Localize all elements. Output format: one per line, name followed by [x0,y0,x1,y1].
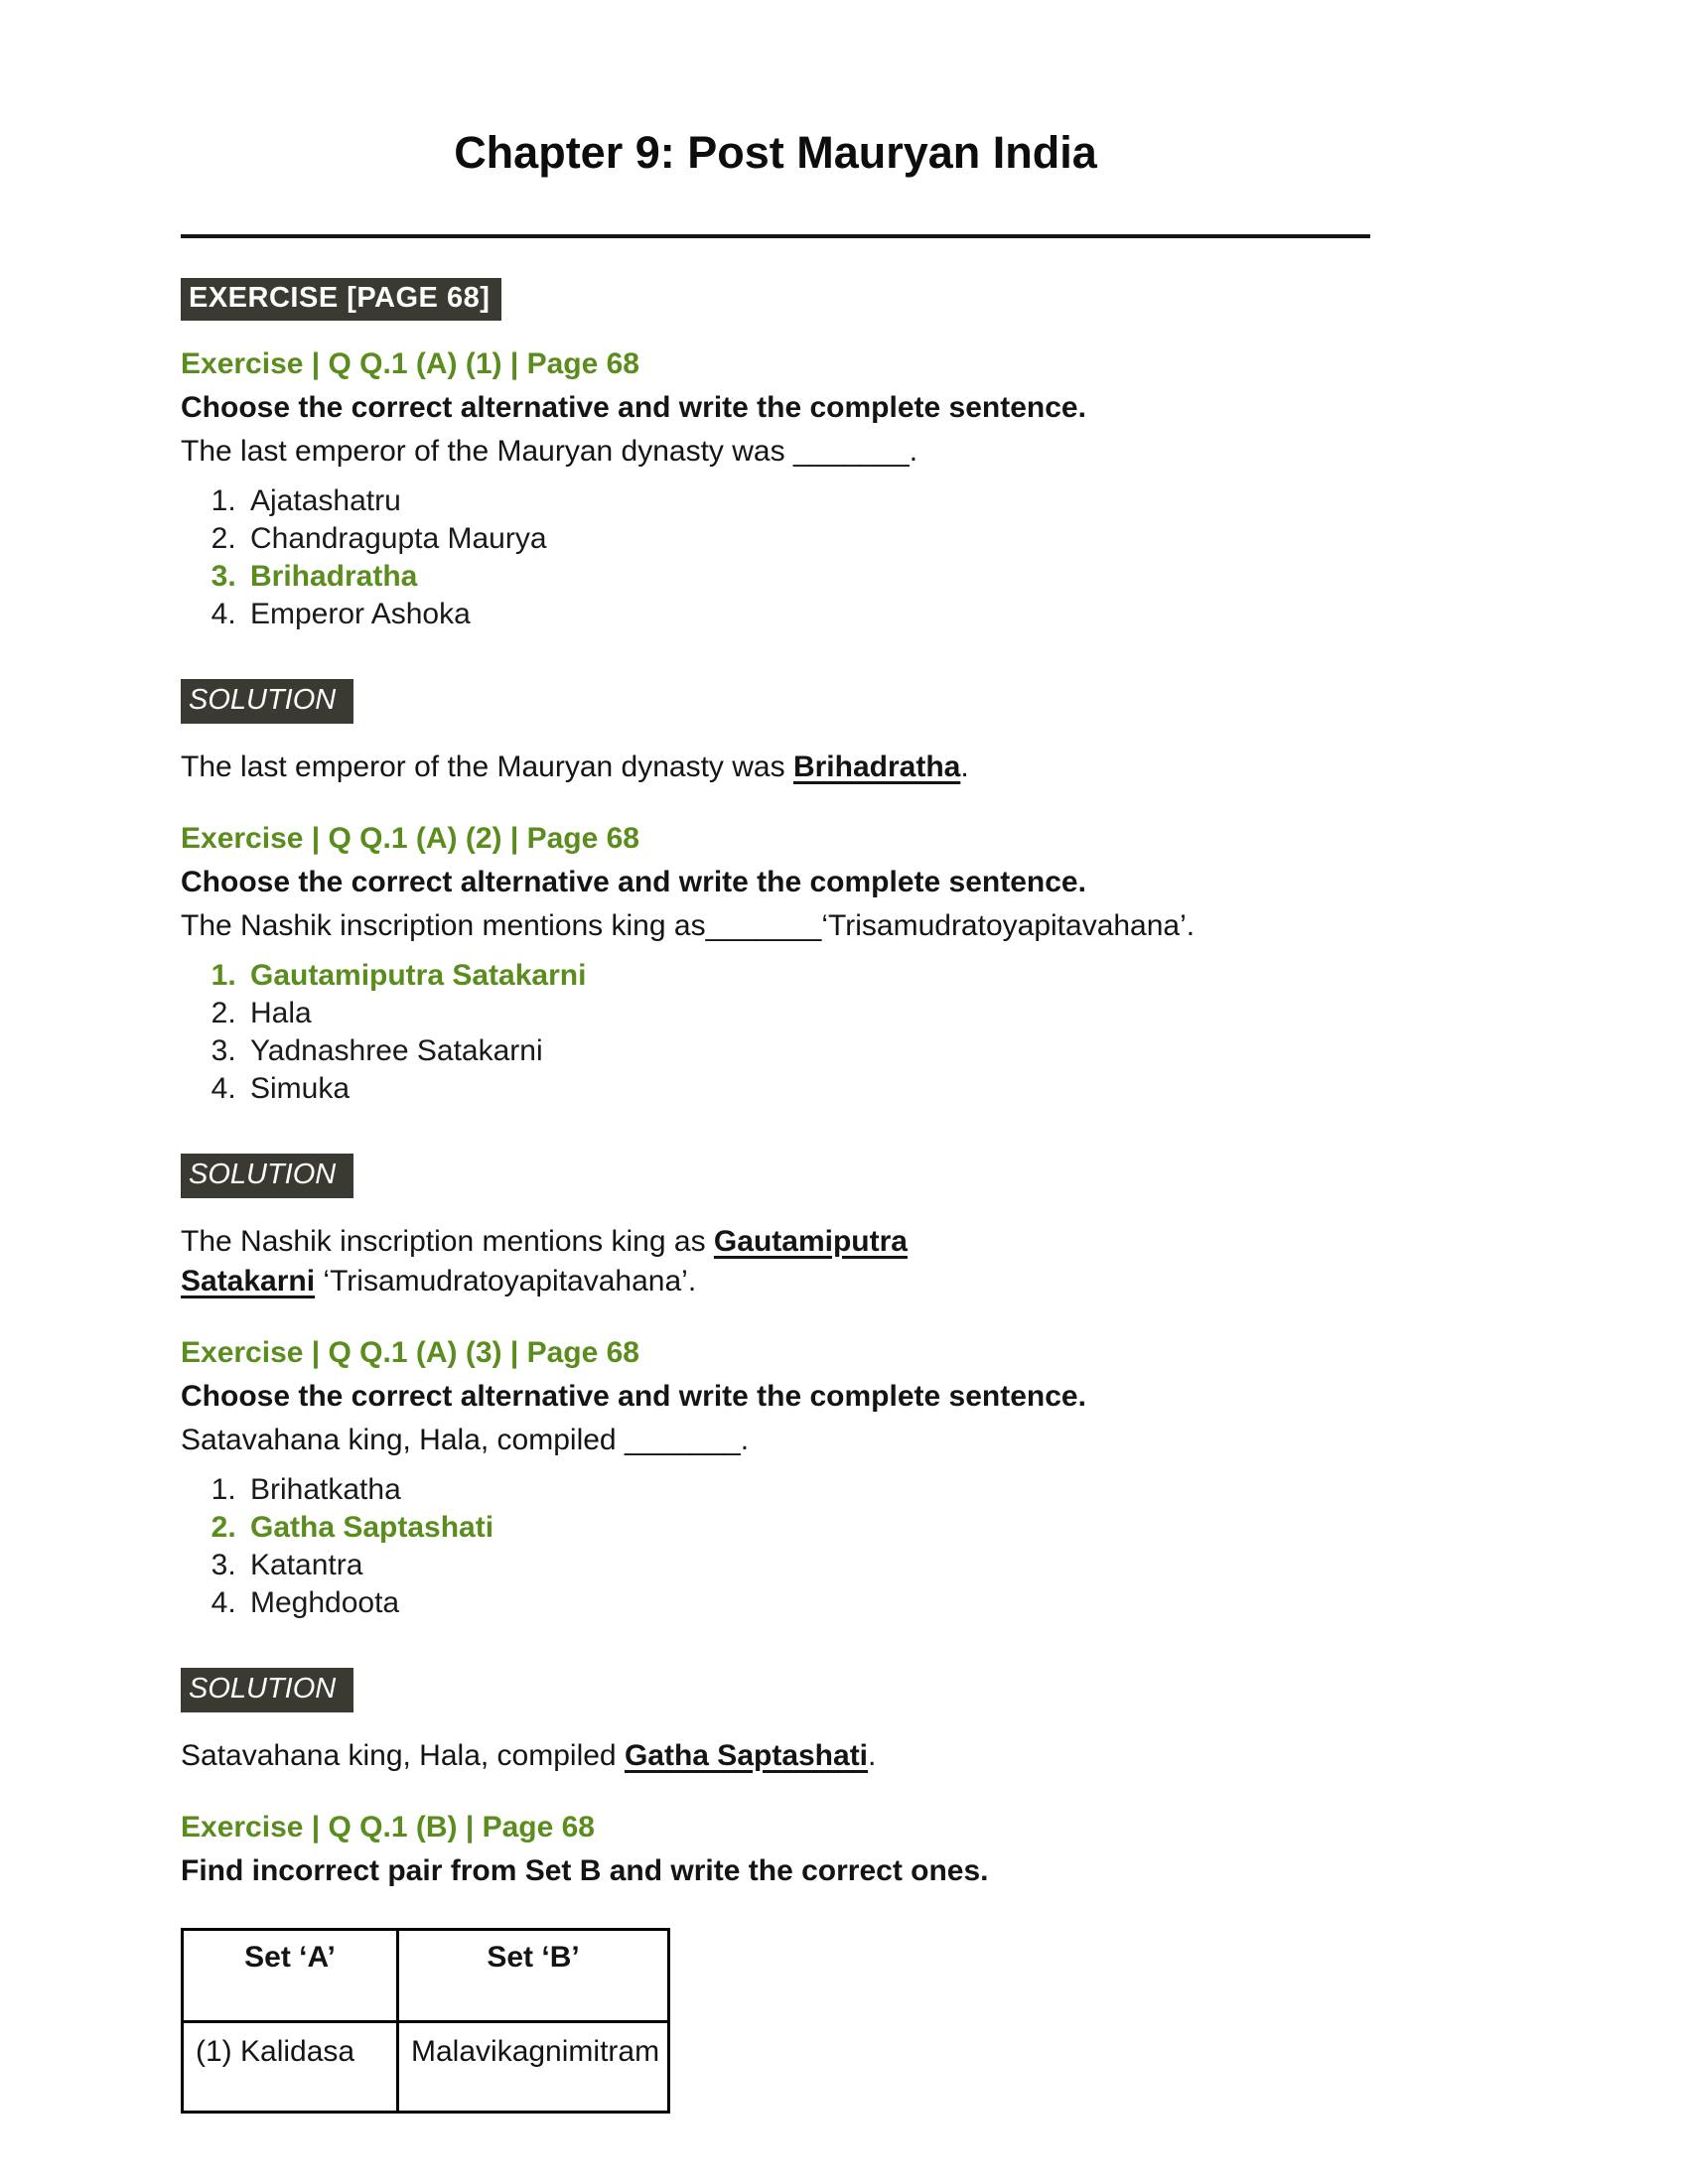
table-header-set-b: Set ‘B’ [398,1930,669,2022]
exercise-4-instruction: Find incorrect pair from Set B and write the correct ones. [181,1854,989,1887]
solution-prefix: Satavahana king, Hala, compiled [181,1739,625,1772]
option: 4. Emperor Ashoka [244,596,1370,633]
option: 3. Katantra [244,1547,1370,1584]
solution-answer: Gautamiputra Satakarni [181,1225,908,1297]
exercise-1-instruction: Choose the correct alternative and write the complete sentence. [181,391,1086,424]
option-correct-answer: 1. Gautamiputra Satakarni [244,957,1370,995]
set-pairs-table [181,1928,670,2114]
option: 3. Yadnashree Satakarni [244,1032,1370,1070]
option: 4. Meghdoota [244,1584,1370,1622]
exercise-1-heading: Exercise | Q Q.1 (A) (1) | Page 68 [181,347,639,380]
exercise-1-block [181,346,1370,787]
table-cell-set-a: (1) Kalidasa [183,2022,398,2113]
exercise-2-heading: Exercise | Q Q.1 (A) (2) | Page 68 [181,822,639,855]
option: 4. Simuka [244,1070,1370,1108]
table-row [183,2022,669,2113]
exercise-1-options [181,482,1370,633]
exercise-page-banner-label: EXERCISE [PAGE 68] [189,282,491,314]
solution-banner [181,1668,353,1712]
option: 1. Ajatashatru [244,482,1370,520]
solution-banner-label: SOLUTION [189,684,337,716]
exercise-2-block [181,821,1370,1301]
exercise-page-banner [181,278,501,321]
solution-answer: Gatha Saptashati [624,1739,869,1772]
solution-banner [181,679,353,724]
solution-banner-label: SOLUTION [189,1159,337,1190]
solution-suffix: . [960,751,969,783]
exercise-1-question: The last emperor of the Mauryan dynasty was _______. [181,435,918,468]
option: 2. Chandragupta Maurya [244,520,1370,558]
exercise-3-solution [181,1736,1020,1776]
solution-prefix: The Nashik inscription mentions king as [181,1225,714,1258]
solution-prefix: The last emperor of the Mauryan dynasty was [181,751,793,783]
table-header-row [183,1930,669,2022]
document-page [181,127,1370,2114]
exercise-2-options [181,957,1370,1108]
option-correct-answer: 2. Gatha Saptashati [244,1509,1370,1547]
solution-suffix: ‘Trisamudratoyapitavahana’. [315,1265,697,1297]
title-rule [181,234,1370,238]
exercise-4-block [181,1810,1370,2114]
exercise-2-solution [181,1222,1020,1301]
exercise-3-instruction: Choose the correct alternative and write the complete sentence. [181,1380,1086,1413]
exercise-4-heading: Exercise | Q Q.1 (B) | Page 68 [181,1811,595,1843]
exercise-3-block [181,1335,1370,1776]
table-header-set-a: Set ‘A’ [183,1930,398,2022]
exercise-2-question: The Nashik inscription mentions king as_______‘Trisamudratoyapitavahana’. [181,909,1196,942]
page-title: Chapter 9: Post Mauryan India [454,127,1097,178]
option: 1. Brihatkatha [244,1471,1370,1509]
exercise-2-instruction: Choose the correct alternative and write the complete sentence. [181,866,1086,898]
exercise-1-solution [181,748,1020,787]
table-cell-set-b: Malavikagnimitram [398,2022,669,2113]
option: 2. Hala [244,995,1370,1032]
solution-banner [181,1154,353,1198]
exercise-3-options [181,1471,1370,1622]
solution-banner-label: SOLUTION [189,1673,337,1705]
solution-suffix: . [868,1739,877,1772]
exercise-3-heading: Exercise | Q Q.1 (A) (3) | Page 68 [181,1336,639,1369]
exercise-3-question: Satavahana king, Hala, compiled _______. [181,1424,750,1456]
solution-answer: Brihadratha [792,751,961,783]
option-correct-answer: 3. Brihadratha [244,558,1370,596]
